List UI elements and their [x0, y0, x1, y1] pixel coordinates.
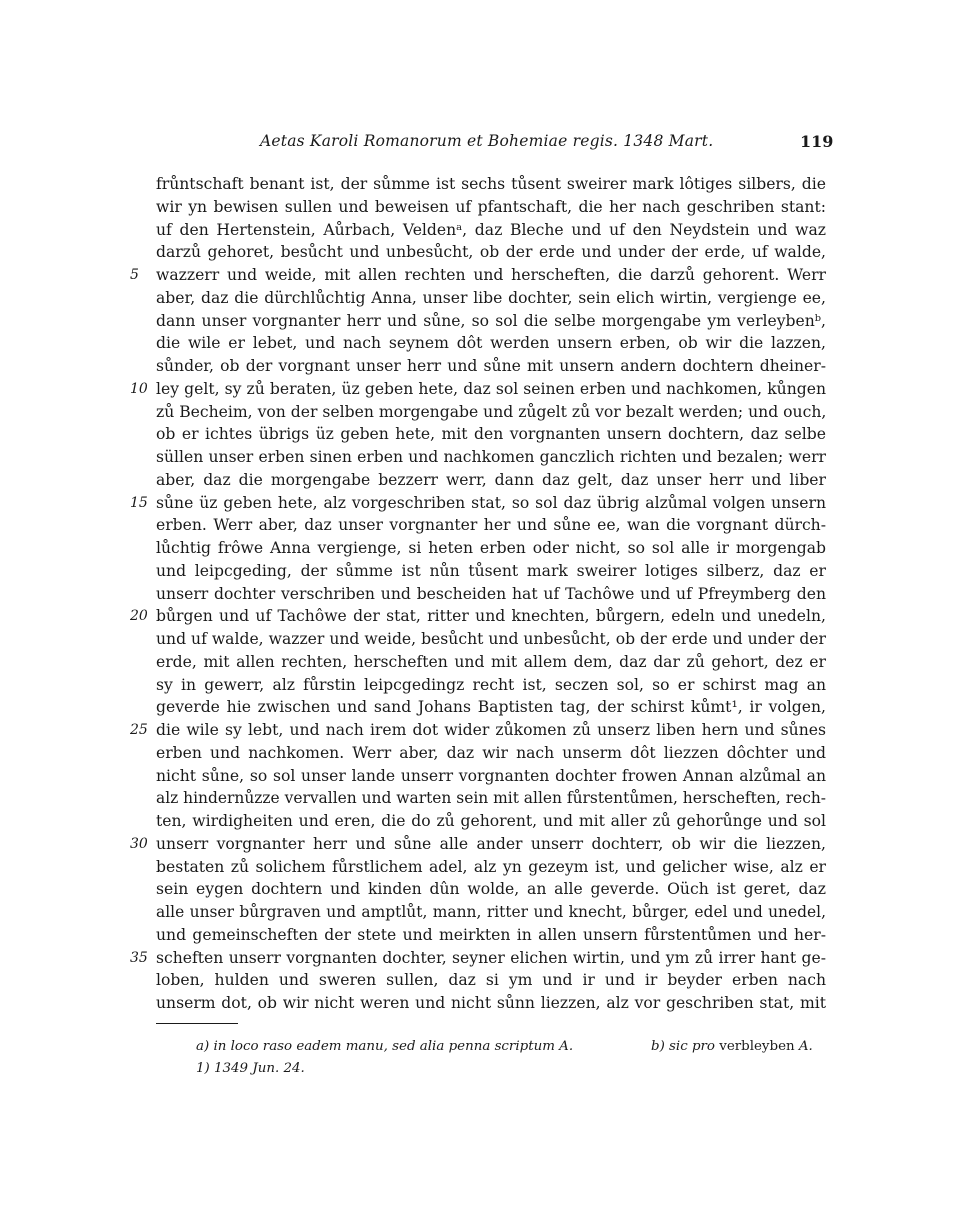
text-line: wir yn bewisen sullen und beweisen uf pfantschaft, die her nach geschriben stant: — [156, 197, 826, 216]
text-line: alle unser bůrgraven und amptlůt, mann, ritter und knecht, bůrger, edel und unedel, — [156, 903, 826, 921]
text-line: alz hindernůzze vervallen und warten sein mit allen fůrstentůmen, herscheften, rech- — [156, 789, 827, 808]
line-number: 30 — [130, 835, 148, 852]
footnote-1: 1) 1349 Jun. 24. — [196, 1061, 305, 1076]
text-line: ten, wirdigheiten und eren, die do zů gehorent, und mit aller zů gehorůnge und sol — [156, 812, 826, 830]
text-line: und gemeinscheften der stete und meirkten in allen unsern fůrstentůmen und her- — [156, 925, 826, 944]
footnotes — [196, 1036, 828, 1080]
text-line: bůrgen und uf Tachôwe der stat, ritter und knechten, bůrgern, edeln und unedeln, 20 — [156, 605, 826, 628]
footnote-b-label: b) sic pro — [651, 1039, 715, 1054]
running-head: Aetas Karoli Romanorum et Bohemiae regis. 1348 Mart. — [260, 132, 714, 150]
footnote-rule — [156, 1023, 238, 1024]
footnote-b-word: verbleyben — [719, 1039, 795, 1054]
line-number: 5 — [130, 267, 139, 283]
text-line: unserm dot, ob wir nicht weren und nicht sůnn liezzen, alz vor geschriben stat, mit — [156, 994, 826, 1012]
text-line: wazzerr und weide, mit allen rechten und herscheften, die darzů gehorent. Werr 5 — [156, 264, 826, 287]
text-line: und uf walde, wazzer und weide, besůcht und unbesůcht, ob der erde und under der — [156, 630, 826, 648]
text-line: geverde hie zwischen und sand Johans Baptisten tag, der schirst kůmt¹, ir volgen, — [156, 698, 826, 717]
text-line: sy in gewerr, alz fůrstin leipcgedingz recht ist, seczen sol, so er schirst mag an — [156, 675, 826, 694]
text-line: loben, hulden und sweren sullen, daz si ym und ir und ir beyder erben nach — [156, 971, 826, 990]
text-line: und leipcgeding, der sůmme ist nůn tůsent mark sweirer lotiges silberz, daz er — [156, 561, 826, 580]
line-number: 10 — [130, 380, 148, 397]
text-line: erben und nachkomen. Werr aber, daz wir nach unserm dôt liezzen dôchter und — [156, 743, 826, 762]
text-line: darzů gehoret, besůcht und unbesůcht, ob der erde und under der erde, uf walde, — [156, 243, 826, 262]
footnote-b-source: A. — [798, 1039, 813, 1054]
text-line: scheften unserr vorgnanten dochter, seyner elichen wirtin, und ym zů irrer hant ge- 35 — [156, 947, 826, 970]
text-line: süllen unser erben sinen erben und nachkomen ganczlich richten und bezalen; werr — [156, 448, 826, 466]
footnote-b — [651, 1036, 813, 1058]
line-number: 35 — [130, 949, 148, 966]
text-line: dann unser vorgnanter herr und sůne, so sol die selbe morgengabe ym verleybenᵇ, — [156, 311, 826, 330]
text-line: nicht sůne, so sol unser lande unserr vorgnanten dochter frowen Annan alzůmal an — [156, 766, 826, 785]
text-line: frůntschaft benant ist, der sůmme ist sechs tůsent sweirer mark lôtiges silbers, die — [156, 175, 826, 193]
text-line: ob er ichtes übrigs üz geben hete, mit den vorgnanten unsern dochtern, daz selbe — [156, 425, 826, 444]
line-number: 20 — [130, 608, 148, 625]
body-text — [130, 173, 827, 1015]
text-line: erde, mit allen rechten, herscheften und mit allem dem, daz dar zů gehort, dez er — [156, 652, 826, 671]
text-line: sůnder, ob der vorgnant unser herr und sůne mit unsern andern dochtern dheiner- — [156, 357, 826, 375]
text-line: sein eygen dochtern und kinden dûn wolde, an alle geverde. Oüch ist geret, daz — [156, 880, 826, 899]
text-line: erben. Werr aber, daz unser vorgnanter her und sůne ee, wan die vorgnant dürch- — [156, 516, 826, 535]
text-line: unserr vorgnanter herr und sůne alle ander unserr dochterr, ob wir die liezzen, 30 — [156, 833, 826, 856]
text-line: zů Becheim, von der selben morgengabe und zůgelt zů vor bezalt werden; und ouch, — [156, 402, 827, 421]
page-number: 119 — [800, 132, 834, 151]
text-line: uf den Hertenstein, Aůrbach, Veldenᵃ, daz Bleche und uf den Neydstein und waz — [156, 220, 826, 239]
text-line: ley gelt, sy zů beraten, üz geben hete, daz sol seinen erben und nachkomen, kůngen 10 — [156, 378, 826, 401]
text-line: die wile sy lebt, und nach irem dot wider zůkomen zů unserz liben hern und sůnes 25 — [156, 719, 826, 742]
footnote-row — [196, 1058, 828, 1080]
text-line: die wile er lebet, und nach seynem dôt werden unsern erben, ob wir die lazzen, — [156, 334, 826, 353]
text-line: aber, daz die dürchlůchtig Anna, unser libe dochter, sein elich wirtin, vergienge ee, — [156, 288, 826, 307]
text-line: aber, daz die morgengabe bezzerr werr, dann daz gelt, daz unser herr und liber — [156, 470, 826, 489]
line-number: 25 — [130, 722, 148, 738]
line-number: 15 — [130, 494, 148, 511]
text-line: lůchtig frôwe Anna vergienge, si heten erben oder nicht, so sol alle ir morgengab — [156, 539, 826, 557]
text-line: sůne üz geben hete, alz vorgeschriben stat, so sol daz übrig alzůmal volgen unsern 15 — [156, 492, 826, 515]
footnote-a: a) in loco raso eadem manu, sed alia penna scriptum A. — [196, 1039, 574, 1054]
text-line: bestaten zů solichem fůrstlichem adel, alz yn gezeym ist, und gelicher wise, alz er — [156, 857, 826, 876]
text-line: unserr dochter verschriben und bescheiden hat uf Tachôwe und uf Pfreymberg den — [156, 584, 826, 603]
footnote-row — [196, 1036, 828, 1058]
